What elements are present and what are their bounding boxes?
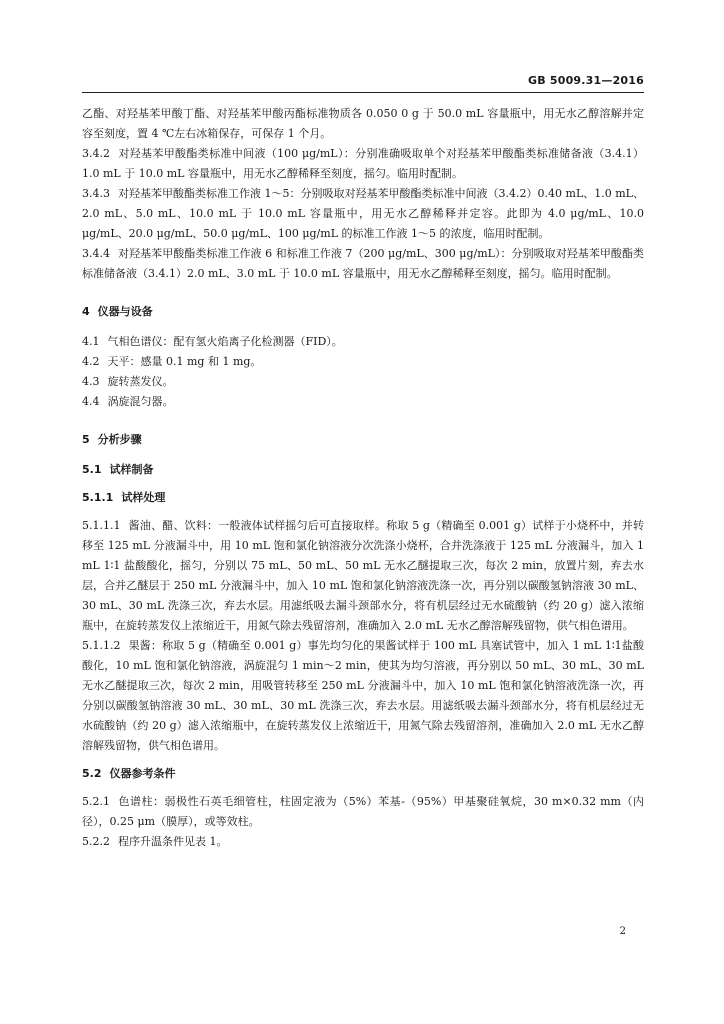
spacer [82, 412, 644, 430]
clause-text: 试样制备 [109, 463, 154, 476]
spacer [82, 756, 644, 764]
clause-number: 5.1.1.2 [82, 639, 121, 652]
clause-text: 酱油、醋、饮料：一般液体试样摇匀后可直接取样。称取 5 g（精确至 0.001 g）试样于小烧杯中，并转移至 125 mL 分液漏斗中，用 10 mL 饱和氯化钠溶液分次洗涤小烧杯，合并洗涤液于 125 mL 分液漏斗，加入 1 mL 1∶1 盐酸酸化，摇匀，分别以 75 mL、50 mL、50 mL 无水乙醚提取三次，每次 2 min，放置片刻，弃去水层，合并乙醚层于 250 mL 分液漏斗中，加入 10 mL 饱和氯化钠溶液洗涤一次，再分别以碳酸氢钠溶液 30 mL、30 mL、30 mL 洗涤三次，弃去水层。用滤纸吸去漏斗颈部水分，将有机层经过无水硫酸钠（约 20 g）滤入浓缩瓶中，在旋转蒸发仪上浓缩近干，用氮气除去残留溶剂，准确加入 2.0 mL 无水乙醇溶解残留物，供气相色谱用。 [82, 519, 644, 632]
paragraph [82, 516, 644, 636]
header-rule [82, 92, 644, 93]
clause-text: 对羟基苯甲酸酯类标准工作液 6 和标准工作液 7（200 μg/mL、300 μg/mL）：分别吸取对羟基苯甲酸酯类标准储备液（3.4.1）2.0 mL、3.0 mL 于 10.0 mL 容量瓶中，用无水乙醇稀释至刻度，摇匀。临用时配制。 [82, 247, 644, 280]
clause-text: 对羟基苯甲酸酯类标准工作液 1～5：分别吸取对羟基苯甲酸酯类标准中间液（3.4.2）0.40 mL、1.0 mL、2.0 mL、5.0 mL、10.0 mL 于 10.0 mL 容量瓶中，用无水乙醇稀释并定容。此即为 4.0 μg/mL、10.0 μg/mL、20.0 μg/mL、50.0 μg/mL、100 μg/mL 的标准工作液 1～5 的浓度，临用时配制。 [82, 187, 644, 240]
paragraph [82, 104, 644, 144]
paragraph [82, 144, 644, 184]
clause-text: 气相色谱仪：配有氢火焰离子化检测器（FID）。 [107, 335, 343, 348]
clause-text: 果酱：称取 5 g（精确至 0.001 g）事先均匀化的果酱试样于 100 mL 具塞试管中，加入 1 mL 1∶1盐酸酸化，10 mL 饱和氯化钠溶液，涡旋混匀 1 min～2 min，使其为均匀溶液，再分别以 50 mL、30 mL、30 mL 无水乙醚提取三次，每次 2 min，用吸管转移至 250 mL 分液漏斗中，加入 10 mL 饱和氯化钠溶液洗涤一次，再分别以碳酸氢钠溶液 30 mL、30 mL、30 mL 洗涤三次，弃去水层。用滤纸吸去漏斗颈部水分，将有机层经过无水硫酸钠（约 20 g）滤入浓缩瓶中，在旋转蒸发仪上浓缩近干，用氮气除去残留溶剂，准确加入 2.0 mL 无水乙醇溶解残留物，供气相色谱用。 [82, 639, 644, 752]
spacer [82, 322, 644, 332]
clause-text: 涡旋混匀器。 [107, 395, 174, 408]
clause-number: 4.3 [82, 375, 100, 388]
clause-text: 仪器与设备 [97, 305, 153, 318]
section-heading [82, 302, 644, 322]
paragraph [82, 352, 644, 372]
clause-number: 5.2.2 [82, 835, 110, 848]
spacer [82, 784, 644, 792]
clause-text: 旋转蒸发仪。 [107, 375, 174, 388]
subsection-heading [82, 764, 644, 784]
clause-number: 5.1.1.1 [82, 519, 121, 532]
clause-text: 分析步骤 [97, 433, 142, 446]
section-heading [82, 430, 644, 450]
subsection-heading [82, 460, 644, 480]
spacer [82, 480, 644, 488]
paragraph [82, 372, 644, 392]
clause-text: 色谱柱：弱极性石英毛细管柱，柱固定液为（5%）苯基-（95%）甲基聚硅氧烷，30 m×0.32 mm（内径），0.25 μm（膜厚），或等效柱。 [82, 795, 644, 828]
clause-number: 4 [82, 305, 90, 318]
page-number: 2 [619, 926, 626, 937]
clause-number: 4.2 [82, 355, 100, 368]
spacer [82, 508, 644, 516]
paragraph [82, 792, 644, 832]
standard-code-header: GB 5009.31—2016 [528, 74, 644, 87]
clause-text: 试样处理 [121, 491, 166, 504]
clause-text: 天平：感量 0.1 mg 和 1 mg。 [107, 355, 262, 368]
clause-text: 程序升温条件见表 1。 [118, 835, 228, 848]
clause-number: 4.1 [82, 335, 100, 348]
subsection-heading [82, 488, 644, 508]
clause-text: 乙酯、对羟基苯甲酸丁酯、对羟基苯甲酸丙酯标准物质各 0.050 0 g 于 50.0 mL 容量瓶中，用无水乙醇溶解并定容至刻度，置 4 ℃左右冰箱保存，可保存 1 个月。 [82, 107, 644, 140]
clause-number: 3.4.3 [82, 187, 110, 200]
spacer [82, 284, 644, 302]
clause-number: 3.4.4 [82, 247, 110, 260]
clause-number: 4.4 [82, 395, 100, 408]
paragraph [82, 392, 644, 412]
clause-text: 对羟基苯甲酸酯类标准中间液（100 μg/mL）：分别准确吸取单个对羟基苯甲酸酯类标准储备液（3.4.1）1.0 mL 于 10.0 mL 容量瓶中，用无水乙醇稀释至刻度，摇匀。临用时配制。 [82, 147, 644, 180]
clause-number: 5.1.1 [82, 491, 114, 504]
clause-number: 5.1 [82, 463, 102, 476]
paragraph [82, 832, 644, 852]
clause-number: 3.4.2 [82, 147, 110, 160]
paragraph [82, 244, 644, 284]
clause-number: 5.2.1 [82, 795, 110, 808]
paragraph [82, 636, 644, 756]
paragraph [82, 332, 644, 352]
spacer [82, 450, 644, 460]
clause-text: 仪器参考条件 [109, 767, 176, 780]
document-body [82, 104, 644, 852]
clause-number: 5.2 [82, 767, 102, 780]
paragraph [82, 184, 644, 244]
clause-number: 5 [82, 433, 90, 446]
